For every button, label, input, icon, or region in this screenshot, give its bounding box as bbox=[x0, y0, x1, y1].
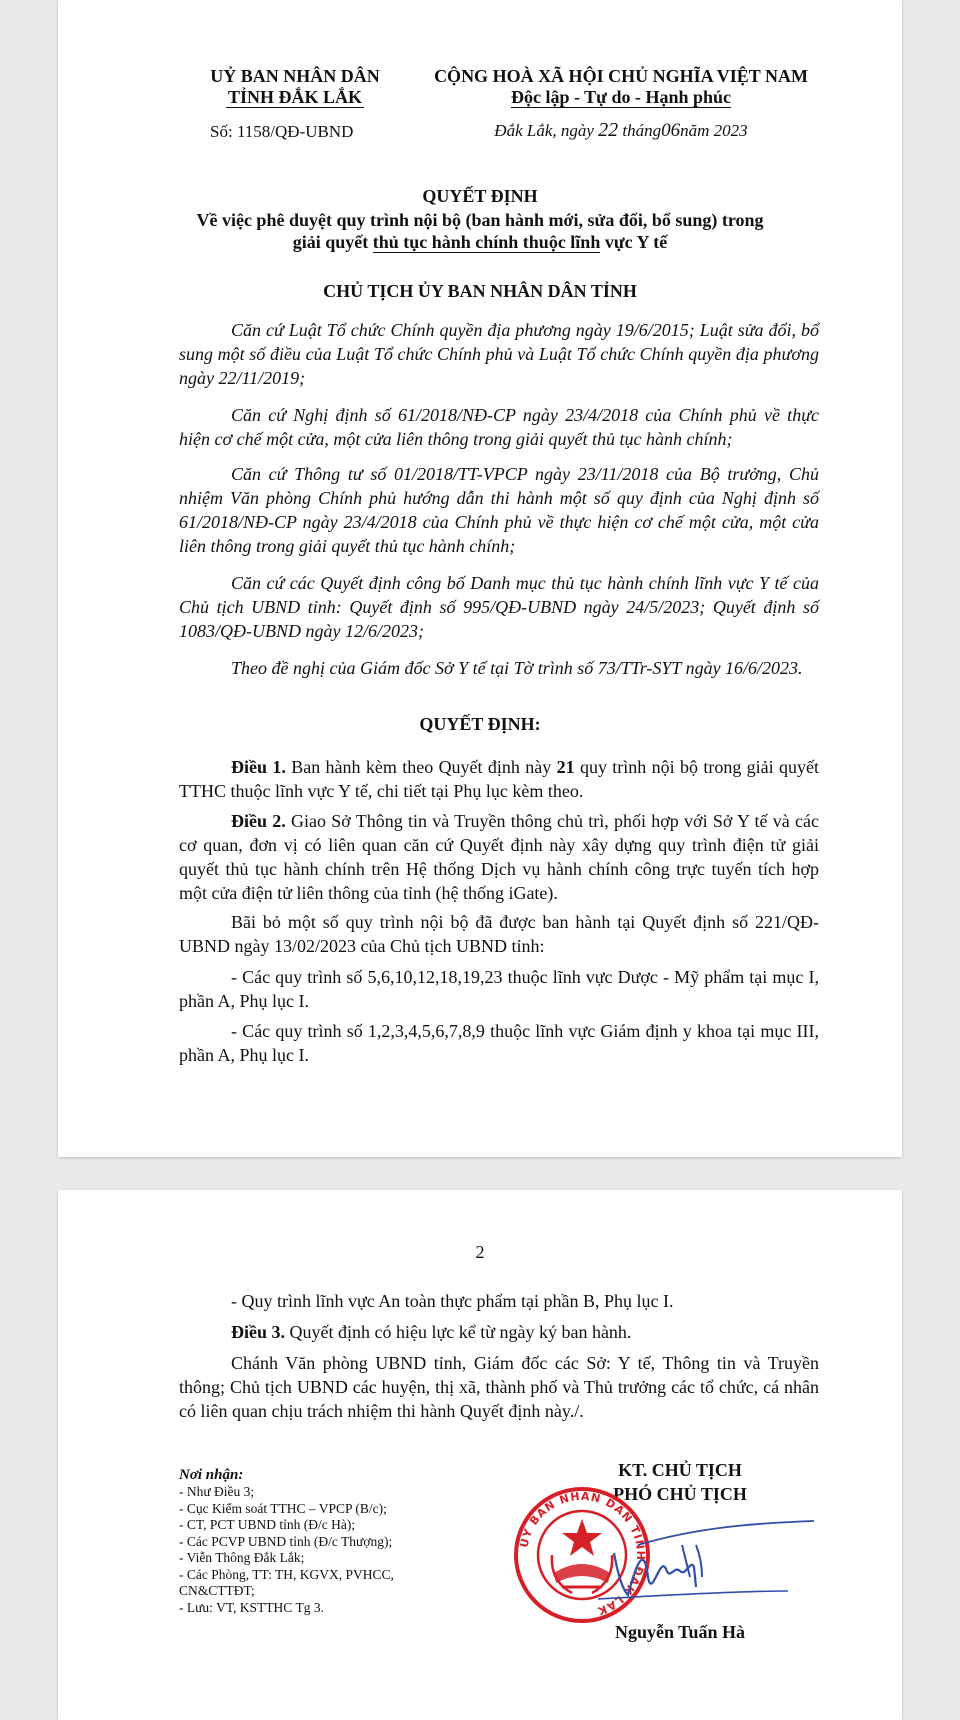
article-1-text-a: Ban hành kèm theo Quyết định này bbox=[285, 757, 557, 777]
authority-block bbox=[195, 66, 395, 108]
article-1 bbox=[179, 755, 819, 803]
page-number: 2 bbox=[475, 1242, 485, 1262]
article-3 bbox=[179, 1320, 819, 1344]
seal-text: ỦY BAN NHÂN DÂN TỈNH ĐẮK LẮK bbox=[517, 1489, 648, 1618]
preamble-3: Căn cứ Thông tư số 01/2018/TT-VPCP ngày 23/11/2018 của Bộ trưởng, Chủ nhiệm Văn phòng Chính phủ hướng dẫn thi hành một số quy định của Nghị định số 61/2018/NĐ-CP ngày 23/4/2018 của Chính phủ về thực hiện cơ chế một cửa, một cửa liên thông trong giải quyết thủ tục hành chính; bbox=[179, 464, 819, 556]
subject-line2-post: vực Y tế bbox=[600, 232, 668, 252]
repeal-item-1: - Các quy trình số 5,6,10,12,18,19,23 thuộc lĩnh vực Dược - Mỹ phẩm tại mục I, phần A, Phụ lục I. bbox=[179, 967, 819, 1011]
subject-line1: Về việc phê duyệt quy trình nội bộ (ban hành mới, sửa đổi, bổ sung) trong bbox=[196, 210, 764, 230]
subject-line2 bbox=[116, 231, 844, 253]
recipient-item: - Viễn Thông Đắk Lắk; bbox=[179, 1550, 305, 1565]
place-date-prefix: Đắk Lắk, ngày bbox=[494, 121, 594, 140]
article-3-label: Điều 3. bbox=[231, 1322, 285, 1342]
document-subject bbox=[116, 209, 844, 253]
execution-clause: Chánh Văn phòng UBND tỉnh, Giám đốc các Sở: Y tế, Thông tin và Truyền thông; Chủ tịch UBND các huyện, thị xã, thành phố và Thủ trưởng các tổ chức, cá nhân có liên quan chịu trách nhiệm thi hành Quyết định này./. bbox=[179, 1353, 819, 1421]
article-2 bbox=[179, 809, 819, 905]
article-1-count: 21 bbox=[556, 757, 575, 777]
preamble-2: Căn cứ Nghị định số 61/2018/NĐ-CP ngày 23/4/2018 của Chính phủ về thực hiện cơ chế một cửa, một cửa liên thông trong giải quyết thủ tục hành chính; bbox=[179, 405, 819, 449]
article-1-text-b: quy trình nội bộ trong giải quyết TTHC thuộc lĩnh vực Y tế, chi tiết tại Phụ lục kèm theo. bbox=[179, 757, 820, 801]
month-label: tháng bbox=[622, 121, 662, 140]
doc-number: 1158/QĐ-UBND bbox=[236, 122, 354, 141]
repeal-item-2: - Các quy trình số 1,2,3,4,5,6,7,8,9 thuộc lĩnh vực Giám định y khoa tại mục III, phần A, Phụ lục I. bbox=[179, 1021, 819, 1065]
recipient-item: - Lưu: VT, KSTTHC Tg 3. bbox=[179, 1599, 324, 1615]
doc-number-prefix: Số: bbox=[210, 122, 233, 141]
recipient-item: - CT, PCT UBND tỉnh (Đ/c Hà); bbox=[179, 1517, 356, 1532]
article-3-text: Quyết định có hiệu lực kể từ ngày ký ban hành. bbox=[285, 1322, 632, 1342]
document-page-1 bbox=[58, 0, 902, 1157]
repeal-item-3: - Quy trình lĩnh vực An toàn thực phẩm tại phần B, Phụ lục I. bbox=[231, 1291, 674, 1311]
signer-title-1: KT. CHỦ TỊCH bbox=[618, 1460, 742, 1480]
motto: Độc lập - Tự do - Hạnh phúc bbox=[510, 87, 732, 107]
recipient-item: - Các PCVP UBND tỉnh (Đ/c Thượng); bbox=[179, 1533, 393, 1549]
country-name: CỘNG HOÀ XÃ HỘI CHỦ NGHĨA VIỆT NAM bbox=[434, 66, 808, 86]
place-date bbox=[410, 119, 832, 142]
year-label: năm 2023 bbox=[680, 121, 748, 140]
date-day: 22 bbox=[598, 119, 619, 141]
document-page-2 bbox=[58, 1190, 902, 1720]
recipient-item: - Các Phòng, TT: TH, KGVX, PVHCC, CN&CTTĐT; bbox=[179, 1566, 394, 1598]
recipients-block bbox=[179, 1466, 449, 1616]
signer-title-2: PHÓ CHỦ TỊCH bbox=[613, 1484, 747, 1504]
repeal-intro: Bãi bỏ một số quy trình nội bộ đã được ban hành tại Quyết định số 221/QĐ-UBND ngày 13/02/2023 của Chủ tịch UBND tỉnh: bbox=[179, 912, 819, 956]
article-2-label: Điều 2. bbox=[231, 811, 286, 831]
article-1-label: Điều 1. bbox=[231, 757, 286, 777]
article-2-text: Giao Sở Thông tin và Truyền thông chủ trì, phối hợp với Sở Y tế và các cơ quan, đơn vị có liên quan căn cứ Quyết định này xây dựng quy trình điện tử giải quyết thủ tục hành chính trên Hệ thống Dịch vụ hành chính công trực tuyến tích hợp một cửa điện tử liên thông của tỉnh (hệ thống iGate). bbox=[179, 811, 819, 903]
signature-icon bbox=[578, 1505, 818, 1615]
document-title: QUYẾT ĐỊNH bbox=[422, 186, 538, 206]
decision-heading: QUYẾT ĐỊNH: bbox=[419, 714, 541, 734]
recipient-item: - Cục Kiểm soát TTHC – VPCP (B/c); bbox=[179, 1500, 387, 1516]
authority-line2: TỈNH ĐẮK LẮK bbox=[227, 87, 362, 107]
preamble-1: Căn cứ Luật Tổ chức Chính quyền địa phương ngày 19/6/2015; Luật sửa đổi, bổ sung một số điều của Luật Tổ chức Chính phủ và Luật Tổ chức Chính quyền địa phương ngày 22/11/2019; bbox=[179, 320, 819, 388]
date-month: 06 bbox=[661, 120, 681, 141]
preamble-4: Căn cứ các Quyết định công bố Danh mục thủ tục hành chính lĩnh vực Y tế của Chủ tịch UBND tỉnh: Quyết định số 995/QĐ-UBND ngày 24/5/2023; Quyết định số 1083/QĐ-UBND ngày 12/6/2023; bbox=[179, 573, 819, 641]
recipient-item: - Như Điều 3; bbox=[179, 1484, 255, 1499]
doc-number-line bbox=[210, 122, 410, 142]
subject-line2-pre: giải quyết bbox=[292, 232, 373, 252]
authority-line1: UỶ BAN NHÂN DÂN bbox=[210, 66, 380, 86]
subject-line2-mid: thủ tục hành chính thuộc lĩnh bbox=[372, 232, 601, 252]
preamble-5: Theo đề nghị của Giám đốc Sở Y tế tại Tờ trình số 73/TTr-SYT ngày 16/6/2023. bbox=[231, 658, 803, 678]
signer-name: Nguyễn Tuấn Hà bbox=[614, 1622, 746, 1642]
recipients-title: Nơi nhận: bbox=[179, 1467, 244, 1483]
national-motto-block bbox=[410, 66, 832, 108]
issuer-heading: CHỦ TỊCH ỦY BAN NHÂN DÂN TỈNH bbox=[323, 281, 637, 301]
